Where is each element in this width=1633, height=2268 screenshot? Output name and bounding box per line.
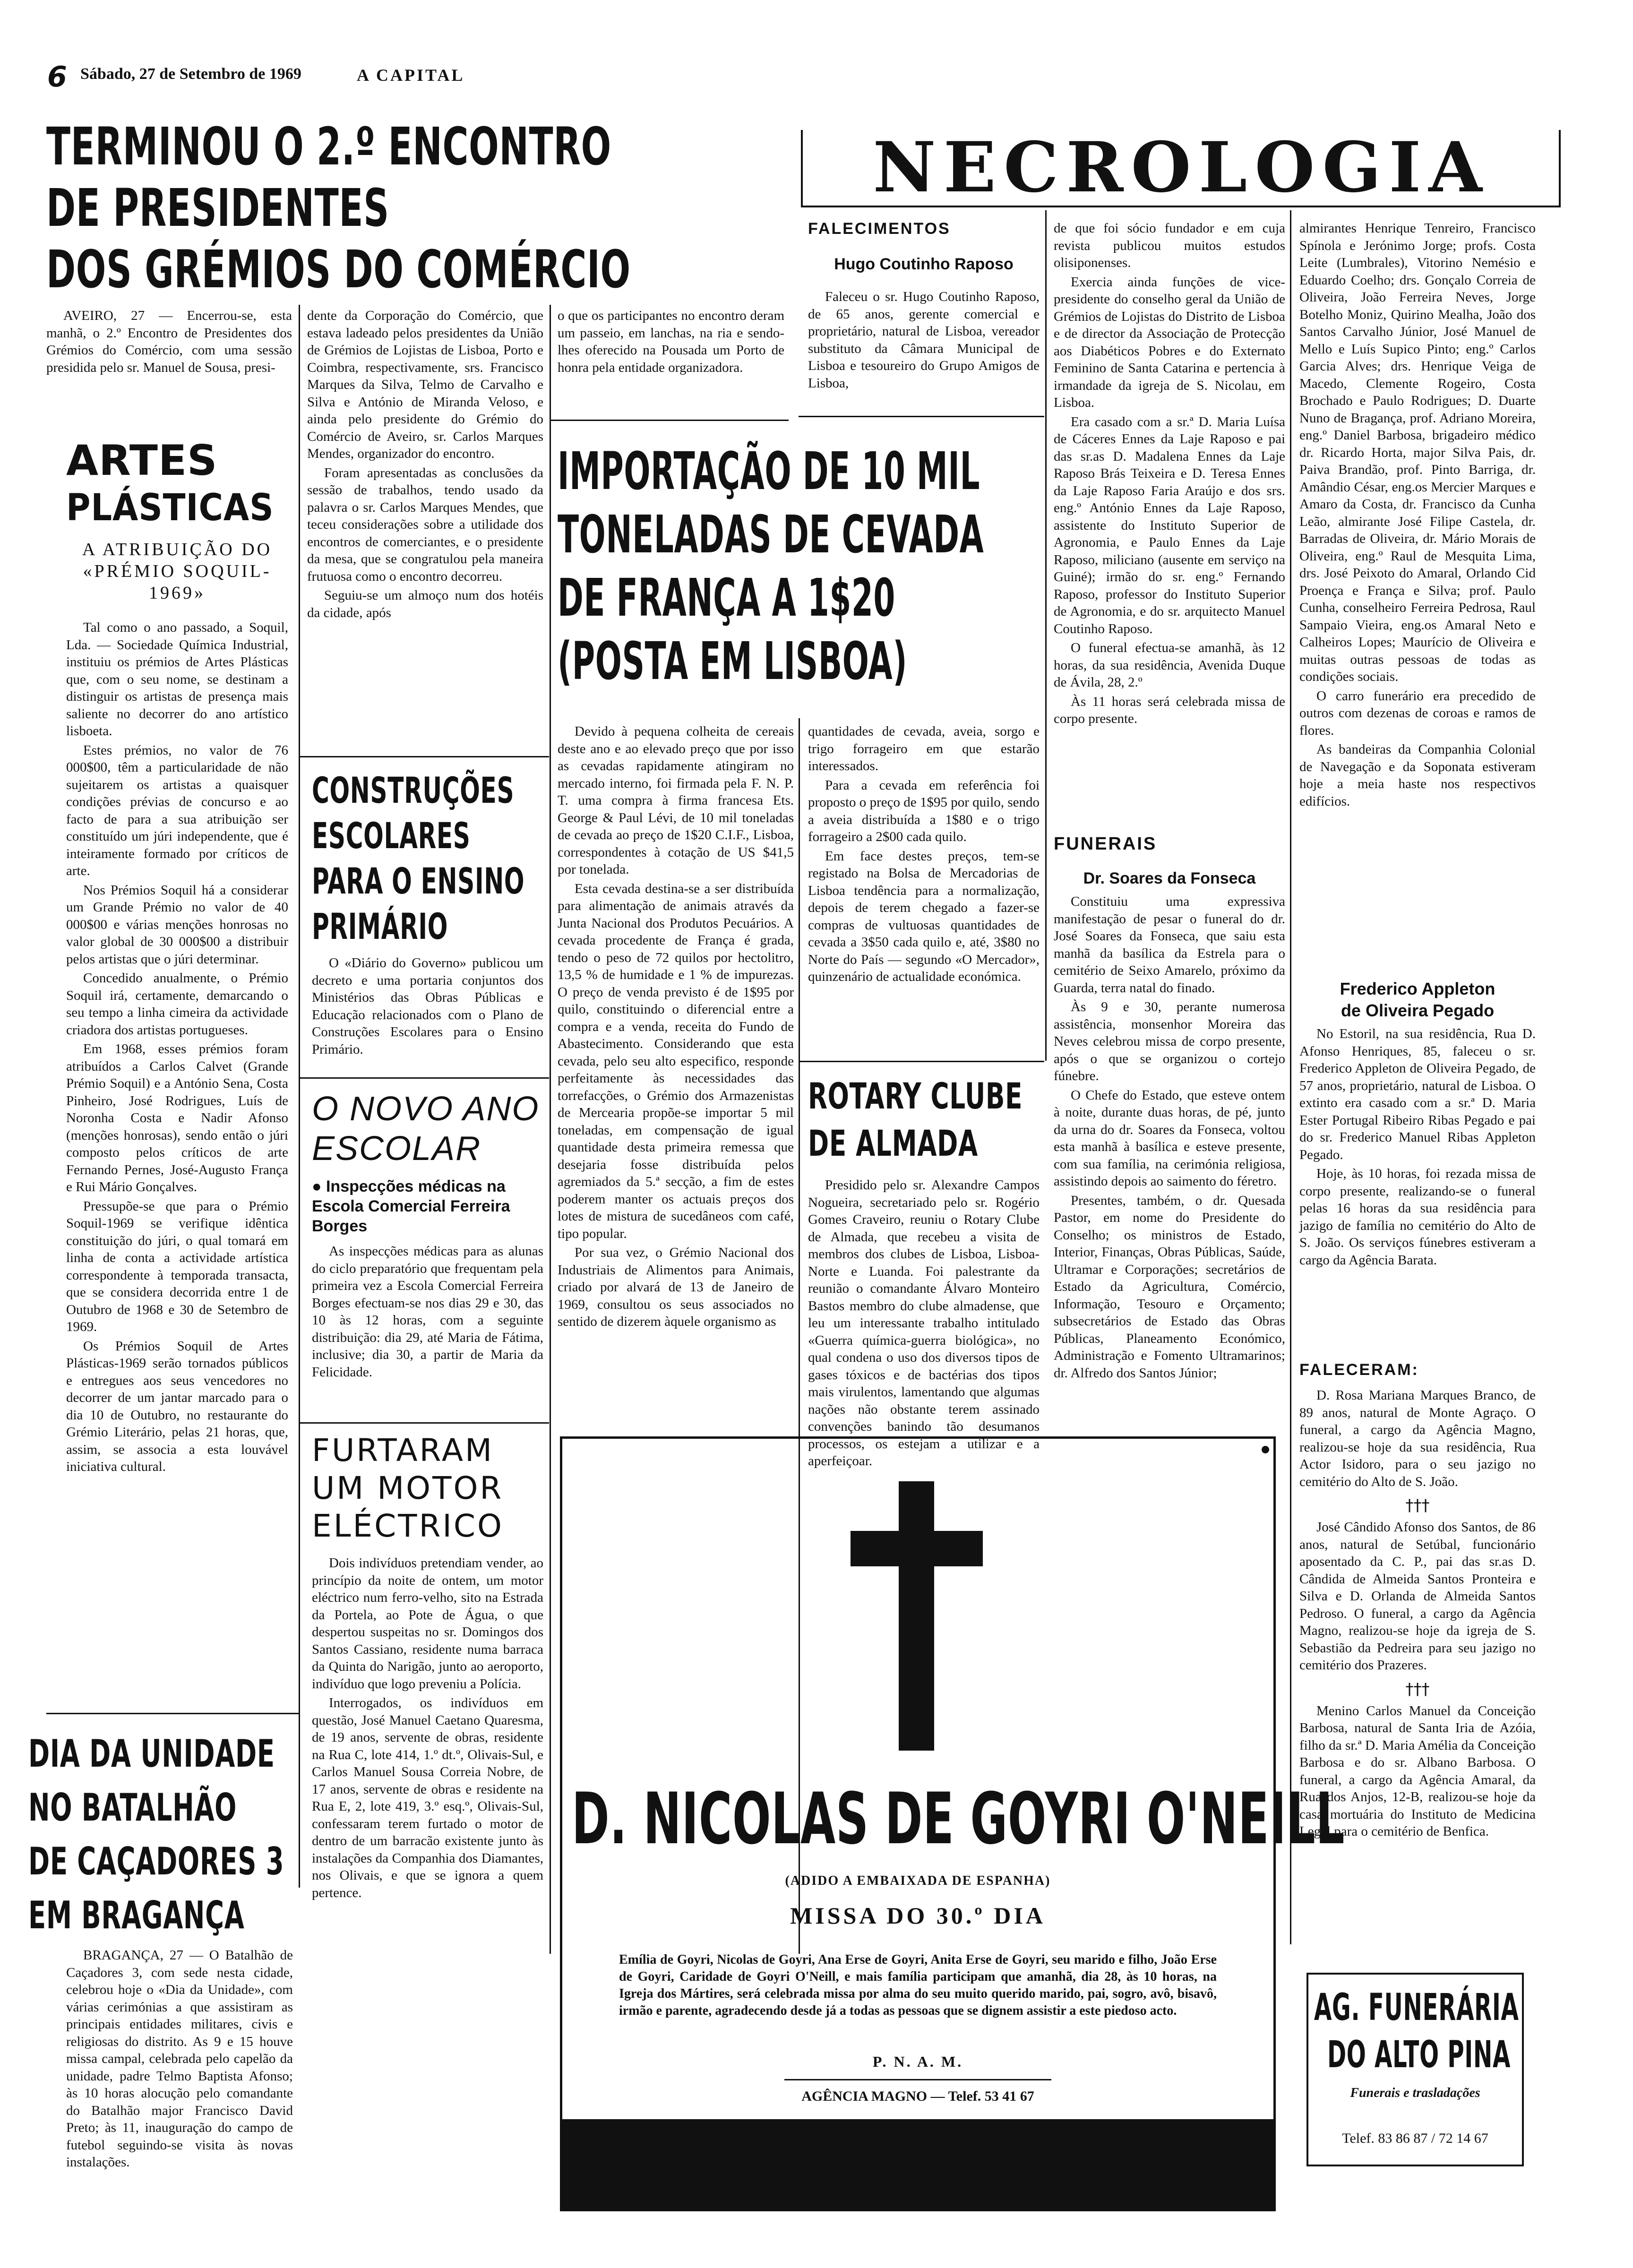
dia-unidade-body: [66, 1947, 293, 2173]
section-rule: [299, 1422, 549, 1424]
main-headline-line-3: DOS GRÉMIOS DO COMÉRCIO: [46, 239, 631, 300]
rotary-paragraph: Presidido pelo sr. Alexandre Campos Nogueira, secretariado pelo sr. Rogério Gomes Craveiro, reuniu o Rotary Clube de Almada, que recebeu a visita de membros dos clubes de Lisboa, Lisboa-Norte e Luanda. Foi palestrante da reunião o comandante Álvaro Monteiro Bastos membro do clube almadense, que leu um interessante trabalho intitulado «Guerra química-guerra biológica», no qual condena o uso dos diversos tipos de gases tóxicos e de bactérias dos tipos mais virulentos, lamentando que algumas nações não obstante terem assinado convenções banindo tão desumanos processos, os estejam a utilizar e a aperfeiçoar.: [808, 1177, 1040, 1469]
main-headline: [46, 116, 631, 300]
cross-icon: [899, 1481, 934, 1751]
novo-ano-body: [312, 1243, 543, 1383]
crosses-divider: †††: [1405, 1496, 1430, 1515]
artes-paragraph: Tal como o ano passado, a Soquil, Lda. — Sociedade Química Industrial, instituiu os prémios de Artes Plásticas que, com o seu nome, se destinam a distinguir os artistas de presença mais saliente no decorrer do ano artístico lisboeta.: [66, 620, 288, 739]
necrologia-paragraph: Faleceu o sr. Hugo Coutinho Raposo, de 65 anos, gerente comercial e proprietário, natural de Lisboa, vereador substituto da Câmara Municipal de Lisboa e tesoureiro do Grupo Amigos de Lisboa,: [808, 289, 1040, 391]
necrologia-paragraph: almirantes Henrique Tenreiro, Francisco Spínola e Jerónimo Jorge; profs. Costa Leite (Lumbrales), Vitorino Nemésio e Eduardo Coelho; drs. Gonçalo Correia de Oliveira, João Ferreira Neves, Jorge Botelho Moniz, Quirino Mealha, João dos Santos Carvalho Júnior, José Manuel de Mello e Luís Supico Pinto; eng.º Carlos Garcia Alves; drs. Henrique Veiga de Macedo, Clemente Rogeiro, Costa Brochado e Paulo Rodrigues; D. Duarte Nuno de Bragança, prof. Adriano Moreira, eng.º Daniel Barbosa, brigadeiro médico dr. Ricardo Horta, major Silva Pais, dr. Paiva Brandão, prof. Pinto Barriga, dr. Amândio César, eng.os Mercier Marques e Amaro da Costa, dr. Francisco da Cunha Leão, almirante José Filipe Castela, dr. Barradas de Oliveira, dr. Mário Morais de Oliveira, eng.º Raul de Mesquita Lima, drs. José Peixoto do Amaral, Orlando Cid Proença e França e Silva; prof. Paulo Cunha, conselheiro Ferreira Pedrosa, Raul Sampaio Vieira, eng.os Amaral Neto e Calheiros Lopes; Maurício de Oliveira e muitas outras pessoas de todas as condições sociais.: [1299, 221, 1536, 684]
necrologia-paragraph: Exercia ainda funções de vice-presidente do conselho geral da União de Grémios de Lojistas do Distrito de Lisboa e de director da Associação de Protecção aos Diabéticos Pobres e do Externato Feminino de Santa Catarina e pertencia à irmandade da igreja de S. Nicolau, em Lisboa.: [1054, 274, 1285, 410]
artes-paragraph: Os Prémios Soquil de Artes Plásticas-1969 serão tornados públicos e entregues aos seus vencedores no decorrer de um jantar marcado para o dia 10 de Outubro, no restaurante do Grémio Literário, pelas 21 horas, que, assim, se associa a esta louvável iniciativa cultural.: [66, 1338, 288, 1474]
necrologia-paragraph: de que foi sócio fundador e em cuja revista publicou muitos estudos olisiponenses.: [1054, 221, 1285, 270]
obituary-agency: AGÊNCIA MAGNO — Telef. 53 41 67: [801, 2088, 1034, 2104]
crosses-divider: †††: [1405, 1679, 1430, 1699]
main-headline-line-1: TERMINOU O 2.º ENCONTRO: [46, 116, 611, 177]
main-story-paragraph: Foram apresentadas as conclusões da sessão de trabalhos, tendo usado da palavra o sr. Carlos Marques Mendes, que teceu considerações sobre a utilidade dos encontros de comerciantes, e o presidente da mesa, que se congratulou pela maneira frutuosa como o encontro decorreu.: [307, 465, 543, 584]
novo-ano-bullet: [312, 1177, 543, 1236]
obituary-ad: [560, 1436, 1345, 2211]
column-rule: [1045, 210, 1047, 1061]
deceased-name: Dr. Soares da Fonseca: [1083, 869, 1256, 887]
novo-ano-headline-line: ESCOLAR: [312, 1130, 481, 1168]
furtaram-body: [312, 1555, 543, 1903]
funerais-paragraph: O Chefe do Estado, que esteve ontem à noite, durante duas horas, de pé, junto da urna do dr. Soares da Fonseca, voltou esta manhã à basílica e esteve presente, com sua família, na cerimónia religiosa, assistindo depois ao saimento do féretro.: [1054, 1087, 1285, 1189]
furtaram-paragraph: Interrogados, os indivíduos em questão, José Manuel Caetano Quaresma, de 19 anos, servente de obras, residente na Rua C, lote 414, 1.º dt.º, Olivais-Sul, e Carlos Manuel Sousa Correia Nobre, de 17 anos, servente de obras e residente na Rua E, 2, lote 419, 3.º esq.º, Olivais-Sul, confessaram terem furtado o motor de dentro de um barracão existente junto às instalações da Companhia dos Diamantes, nos Olivais, e que se ignora a quem pertence.: [312, 1695, 543, 1900]
construcoes-headline-line: PRIMÁRIO: [312, 905, 448, 947]
appleton-paragraph: No Estoril, na sua residência, Rua D. Afonso Henriques, 85, faleceu o sr. Frederico Appleton de Oliveira Pegado, de 57 anos, proprietário, natural de Lisboa. O extinto era casado com a sr.ª D. Maria Ester Portugal Ribeiro Ribas Pegado e pai do sr. Frederico Manuel Ribas Appleton Pegado.: [1299, 1026, 1536, 1162]
funerais-paragraph: Presentes, também, o dr. Quesada Pastor, em nome do Presidente do Conselho; os ministros de Estado, Interior, Finanças, Obras Públicas, Saúde, Ultramar e Corporações; secretários de Estado da Agricultura, Comércio, Informação, Tesouro e Orçamento; subsecretários de Estado das Obras Públicas, Planeamento Económico, Administração e Fomento Ultramarinos; dr. Alfredo dos Santos Júnior;: [1054, 1193, 1285, 1381]
importacao-paragraph: Por sua vez, o Grémio Nacional dos Industriais de Alimentos para Animais, criado por alvará de 13 de Janeiro de 1969, consultou os seus associados no sentido de dizerem àquele organismo as: [558, 1245, 794, 1329]
artes-subhead: A ATRIBUIÇÃO DO «PRÉMIO SOQUIL-1969»: [82, 540, 273, 603]
main-story-paragraph: AVEIRO, 27 — Encerrou-se, esta manhã, o 2.º Encontro de Presidentes dos Grémios do Comércio, com uma sessão presidida pelo sr. Manuel de Sousa, presi-: [46, 308, 292, 375]
obituary-rule: [784, 2079, 1051, 2080]
funeraria-tagline: Funerais e trasladações: [1350, 2086, 1480, 2100]
funerais-paragraph: Constituiu uma expressiva manifestação de pesar o funeral do dr. José Soares da Fonseca, que saiu esta manhã da basílica da Estrela para o cemitério de Seixo Amarelo, próximo da Guarda, terra natal do finado.: [1054, 894, 1285, 996]
column-rule: [299, 305, 300, 1888]
section-rule: [299, 756, 549, 757]
obituary-text: Emília de Goyri, Nicolas de Goyri, Ana Erse de Goyri, Anita Erse de Goyri, seu marido e filho, João Erse de Goyri, Caridade de Goyri O'Neill, e mais família participam que amanhã, dia 28, às 10 horas, na Igreja dos Mártires, será celebrada missa por alma do seu muito querido marido, pai, sogro, avô, bisavô, irmão e parente, agradecendo desde já a todas as pessoas que se dignem assistir a este piedoso acto.: [619, 1952, 1217, 2018]
dia-unidade-headline: [28, 1727, 302, 1942]
appleton-body: [1299, 1025, 1536, 1271]
necrologia-col-2: [1054, 220, 1285, 730]
importacao-col-2: [808, 723, 1040, 988]
page-date: Sábado, 27 de Setembro de 1969: [80, 65, 301, 83]
dia-unidade-headline-line: NO BATALHÃO: [28, 1786, 237, 1830]
bullet-icon: ●: [312, 1177, 326, 1195]
importacao-col-1: [558, 723, 794, 1332]
furtaram-headline-line: UM MOTOR: [312, 1470, 504, 1506]
deceased-name-line: de Oliveira Pegado: [1341, 1001, 1495, 1020]
dia-unidade-headline-line: DE CAÇADORES 3: [28, 1839, 284, 1883]
main-story-paragraph: dente da Corporação do Comércio, que estava ladeado pelos presidentes da União de Grémios de Lojistas de Lisboa, Porto e Coimbra, respectivamente, srs. Francisco Marques da Silva, Telmo de Carvalho e Silva e António de Miranda Veloso, e ainda pelo presidente do Grémio do Comércio de Aveiro, sr. Carlos Marques Mendes, organizador do encontro.: [307, 308, 543, 461]
necrologia-paragraph: As bandeiras da Companhia Colonial de Navegação e da Soponata estiveram hoje a meia haste nos respectivos edifícios.: [1299, 742, 1536, 809]
novo-ano-bullet-text: Inspecções médicas na Escola Comercial Ferreira Borges: [312, 1177, 510, 1235]
funerais-paragraph: Às 9 e 30, perante numerosa assistência, monsenhor Moreira das Neves celebrou missa de corpo presente, após o que se organizou o cortejo fúnebre.: [1054, 999, 1285, 1083]
artes-headline-line-1: ARTES: [66, 436, 218, 485]
registration-mark-icon: [1262, 1446, 1269, 1453]
importacao-paragraph: Esta cevada destina-se a ser distribuída para alimentação de animais através da Junta Nacional dos Produtos Pecuários. A cevada procedente de França é grada, tendo o peso de 72 quilos por hectolitro, 13,5 % de humidade e 1 % de impurezas. O preço de venda previsto é de 1$95 por quilo, constituindo o diferencial entre a compra e a venda, receita do Fundo de Abastecimento. Considerando que esta cevada, pelo seu alto especifico, responde perfeitamente às necessidades das torrefacções, o Grémio dos Armazenistas de Mercearia propõe-se importar 5 mil toneladas, em compensação de igual quantidade desta primeira remessa que desejaria fosse distribuída pelos agremiados da 5.ª secção, a fim de estes poderem manter os actuais preços dos lotes de mistura de sucedâneos com café, tipo popular.: [558, 881, 794, 1241]
faleceram-heading: FALECERAM:: [1299, 1361, 1419, 1379]
construcoes-headline-line: PARA O ENSINO: [312, 860, 525, 902]
construcoes-headline-line: ESCOLARES: [312, 815, 471, 857]
artes-paragraph: Estes prémios, no valor de 76 000$00, têm a particularidade de não sujeitarem os artistas a quaisquer condições prévias de concurso e ao facto de para a sua atribuição ser constituído um júri independente, que é inteiramente formado por críticos de arte.: [66, 742, 288, 878]
construcoes-body: [312, 954, 543, 1060]
deceased-name-line: Frederico Appleton: [1340, 979, 1495, 998]
main-story-col-3: [558, 307, 784, 378]
obituary-bottom-bar: [562, 2119, 1273, 2209]
cross-icon-bar: [851, 1531, 983, 1566]
necrologia-paragraph: Às 11 horas será celebrada missa de corpo presente.: [1054, 694, 1285, 726]
main-story-paragraph: Seguiu-se um almoço num dos hotéis da cidade, após: [307, 588, 543, 620]
novo-ano-headline-line: O NOVO ANO: [312, 1090, 540, 1128]
necrologia-paragraph: Era casado com a sr.ª D. Maria Luísa de Cáceres Ennes da Laje Raposo e pai das sr.as D. Madalena Ennes da Laje Raposo Brás Teixeira e D. Teresa Ennes da Laje Raposo Faria Araújo e dos srs. eng.º António Ennes da Laje Raposo, assistente do Instituto Superior de Agronomia, e Paulo Ennes da Laje Raposo, miliciano (ausente em serviço na Guiné); irmão do sr. eng.º Fernando Raposo, professor do Instituto Superior de Agronomia, e do sr. arquitecto Manuel Coutinho Raposo.: [1054, 414, 1285, 636]
necrologia-title: NECROLOGIA: [873, 127, 1490, 208]
furtaram-headline-line: FURTARAM: [312, 1432, 494, 1469]
furtaram-headline-line: ELÉCTRICO: [312, 1508, 504, 1544]
artes-paragraph: Nos Prémios Soquil há a considerar um Grande Prémio no valor de 40 000$00 e várias menções honrosas no valor global de 30 000$00 a distribuir pelos artistas que o júri determinar.: [66, 882, 288, 967]
novo-ano-headline: [312, 1089, 548, 1168]
necrologia-col-3: [1299, 220, 1536, 812]
rotary-headline-line: DE ALMADA: [808, 1122, 978, 1164]
main-headline-line-2: DE PRESIDENTES: [46, 178, 389, 238]
construcoes-paragraph: O «Diário do Governo» publicou um decreto e uma portaria conjuntos dos Ministérios das Obras Públicas e Educação relacionados com o Plano de Construções Escolares para o Ensino Primário.: [312, 955, 543, 1057]
artes-headline-line-2: PLÁSTICAS: [66, 487, 274, 529]
column-rule: [550, 305, 551, 451]
importacao-paragraph: Devido à pequena colheita de cereais deste ano e ao elevado preço que por isso as cevadas rapidamente atingiram no mercado interno, foi firmada pela F. N. P. T. uma compra à firma francesa Ets. George & Paul Lévi, de 10 mil toneladas de cevada ao preço de 1$20 C.I.F., Lisboa, correspondentes à cotação de US $41,5 por tonelada.: [558, 724, 794, 877]
faleceram-item: José Cândido Afonso dos Santos, de 86 anos, natural de Setúbal, funcionário aposentado da C. P., pai das sr.as D. Cândida de Almeida Santos Pronteira e Silva e D. Orlanda de Almeida Santos Pedroso. O funeral, a cargo da Agência Magno, realizou-se hoje da igreja de S. Sebastião da Pedreira para seu jazigo no cemitério dos Prazeres.: [1299, 1520, 1536, 1673]
rotary-headline: [808, 1073, 1044, 1167]
artes-paragraph: Pressupõe-se que para o Prémio Soquil-1969 se verifique idêntica constituição do júri, o qual tomará em linha de conta a actividade artística correspondente à temporada transacta, que se considera decorrida entre 1 de Outubro de 1968 e 30 de Setembro de 1969.: [66, 1198, 288, 1334]
deceased-name: Hugo Coutinho Raposo: [834, 255, 1014, 273]
main-story-col-2: [307, 307, 543, 623]
obituary-name: D. NICOLAS DE GOYRI O'NEILL: [572, 1778, 1345, 1860]
obituary-subtitle: (ADIDO A EMBAIXADA DE ESPANHA): [785, 1873, 1051, 1888]
main-story-paragraph: o que os participantes no encontro deram um passeio, em lanchas, na ria e sendo-lhes oferecido na Pousada um Porto de honra pela entidade organizadora.: [558, 308, 784, 375]
importacao-headline-line: DE FRANÇA A 1$20: [558, 567, 895, 628]
obituary-missa: MISSA DO 30.º DIA: [790, 1902, 1046, 1929]
necrologia-col-1: [808, 288, 1040, 394]
obituary-pnam: P. N. A. M.: [872, 2053, 963, 2070]
deceased-name: [1299, 978, 1536, 1022]
faleceram-list: [1299, 1387, 1536, 1842]
dia-unidade-paragraph: BRAGANÇA, 27 — O Batalhão de Caçadores 3, com sede nesta cidade, celebrou hoje o «Dia da Unidade», com várias cerimónias a que assistiram as principais entidades militares, civis e religiosas do distrito. As 9 e 15 houve missa campal, celebrada pelo capelão da unidade, padre Telmo Baptista Afonso; às 10 horas alocução pelo comandante do Batalhão major Francisco David Preto; às 11, inauguração do campo de futebol seguindo-se visita às novas instalações.: [66, 1948, 293, 2170]
importacao-headline-line: (POSTA EM LISBOA): [558, 631, 908, 691]
necrologia-paragraph: O funeral efectua-se amanhã, às 12 horas, da sua residência, Avenida Duque de Ávila, 28, 2.º: [1054, 640, 1285, 690]
importacao-paragraph: Em face destes preços, tem-se registado na Bolsa de Mercadorias de Lisboa tendência para a normalização, depois de terem chegado a fazer-se compras de vultuosas quantidades de cevada a 3$50 cada quilo e, até, 3$80 no Norte do País — segundo «O Mercador», quinzenário de actualidade económica.: [808, 848, 1040, 984]
falecimentos-heading: FALECIMENTOS: [808, 220, 951, 238]
importacao-paragraph: quantidades de cevada, aveia, sorgo e trigo forrageiro em que estarão interessados.: [808, 724, 1040, 773]
rotary-body: [808, 1177, 1040, 1472]
furtaram-headline: [312, 1432, 548, 1545]
importacao-paragraph: Para a cevada em referência foi proposto o preço de 1$95 por quilo, sendo a aveia distribuída a 1$80 e o trigo forrageiro a 2$00 cada quilo.: [808, 777, 1040, 844]
section-rule: [799, 1061, 1044, 1062]
importacao-headline: [558, 439, 1054, 693]
faleceram-item: Menino Carlos Manuel da Conceição Barbosa, natural de Santa Iria de Azóia, filho da sr.ª D. Maria Amélia da Conceição Barbosa e do sr. Albano Barbosa. O funeral, a cargo da Agência Amaral, da Rua dos Anjos, 12-B, realizou-se hoje da casa mortuária do Instituto de Medicina Legal para o cemitério de Benfica.: [1299, 1703, 1536, 1839]
funeraria-ad: [1306, 1973, 1524, 2166]
necrologia-paragraph: O carro funerário era precedido de outros com dezenas de coroas e ramos de flores.: [1299, 688, 1536, 738]
section-rule: [299, 1077, 549, 1079]
column-rule: [1290, 210, 1291, 1944]
rotary-headline-line: ROTARY CLUBE: [808, 1075, 1023, 1117]
funeraria-name-line: DO ALTO PINA: [1327, 2034, 1511, 2076]
artes-body: [66, 619, 288, 1478]
furtaram-paragraph: Dois indivíduos pretendiam vender, ao princípio da noite de ontem, um motor eléctrico num ferro-velho, sito na Estrada da Portela, ao Pote de Água, o que despertou suspeitas no sr. Domingos dos Santos Cassiano, residente numa barraca da Quinta do Narigão, junto ao aeroporto, indivíduo que logo preveniu a Polícia.: [312, 1555, 543, 1692]
importacao-headline-line: TONELADAS DE CEVADA: [558, 504, 984, 565]
dia-unidade-headline-line: EM BRAGANÇA: [28, 1893, 245, 1937]
section-rule: [799, 416, 1044, 417]
funerais-body: [1054, 893, 1285, 1383]
page-number: 6: [47, 60, 68, 94]
funeraria-name-line: AG. FUNERÁRIA: [1314, 1986, 1519, 2029]
funerais-heading: FUNERAIS: [1054, 834, 1157, 854]
funeraria-phone: Telef. 83 86 87 / 72 14 67: [1342, 2131, 1488, 2146]
importacao-headline-line: IMPORTAÇÃO DE 10 MIL: [558, 441, 980, 501]
artes-paragraph: Em 1968, esses prémios foram atribuídos a Carlos Calvet (Grande Prémio Soquil) e a António Sena, Costa Pinheiro, José Rodrigues, Luís de Noronha Costa e Nadir Afonso (menções honrosas), sendo então o júri composto pelos críticos de arte Fernando Pernes, José-Augusto França e Rui Mário Gonçalves.: [66, 1041, 288, 1194]
section-rule: [550, 420, 789, 421]
construcoes-headline: [312, 768, 558, 949]
appleton-paragraph: Hoje, às 10 horas, foi rezada missa de corpo presente, realizando-se o funeral pelas 16 horas da sua residência para jazigo de família no cemitério do Alto de S. João. Os serviços fúnebres estiveram a cargo da Agência Barata.: [1299, 1166, 1536, 1268]
construcoes-headline-line: CONSTRUÇÕES: [312, 769, 515, 811]
novo-ano-paragraph: As inspecções médicas para as alunas do ciclo preparatório que frequentam pela primeira vez a Escola Comercial Ferreira Borges efectuam-se nos dias 29 e 30, das 10 às 12 horas, com a seguinte distribuição: dia 29, até Maria de Fátima, inclusive; dia 30, a partir de Maria da Felicidade.: [312, 1244, 543, 1380]
dia-unidade-headline-line: DIA DA UNIDADE: [28, 1732, 275, 1776]
faleceram-item: D. Rosa Mariana Marques Branco, de 89 anos, natural de Monte Agraço. O funeral, a cargo da Agência Magno, realizou-se hoje da sua residência, Rua Actor Isidoro, para o seu jazigo no cemitério do Alto de S. João.: [1299, 1388, 1536, 1489]
section-rule: [46, 1713, 299, 1714]
column-rule: [550, 451, 551, 1954]
artes-paragraph: Concedido anualmente, o Prémio Soquil irá, certamente, demarcando o seu tempo a linha cimeira da actividade criadora dos artistas portugueses.: [66, 971, 288, 1038]
artes-headline: [66, 437, 293, 532]
main-story-col-1: [46, 307, 292, 378]
newspaper-name: A CAPITAL: [357, 66, 465, 85]
